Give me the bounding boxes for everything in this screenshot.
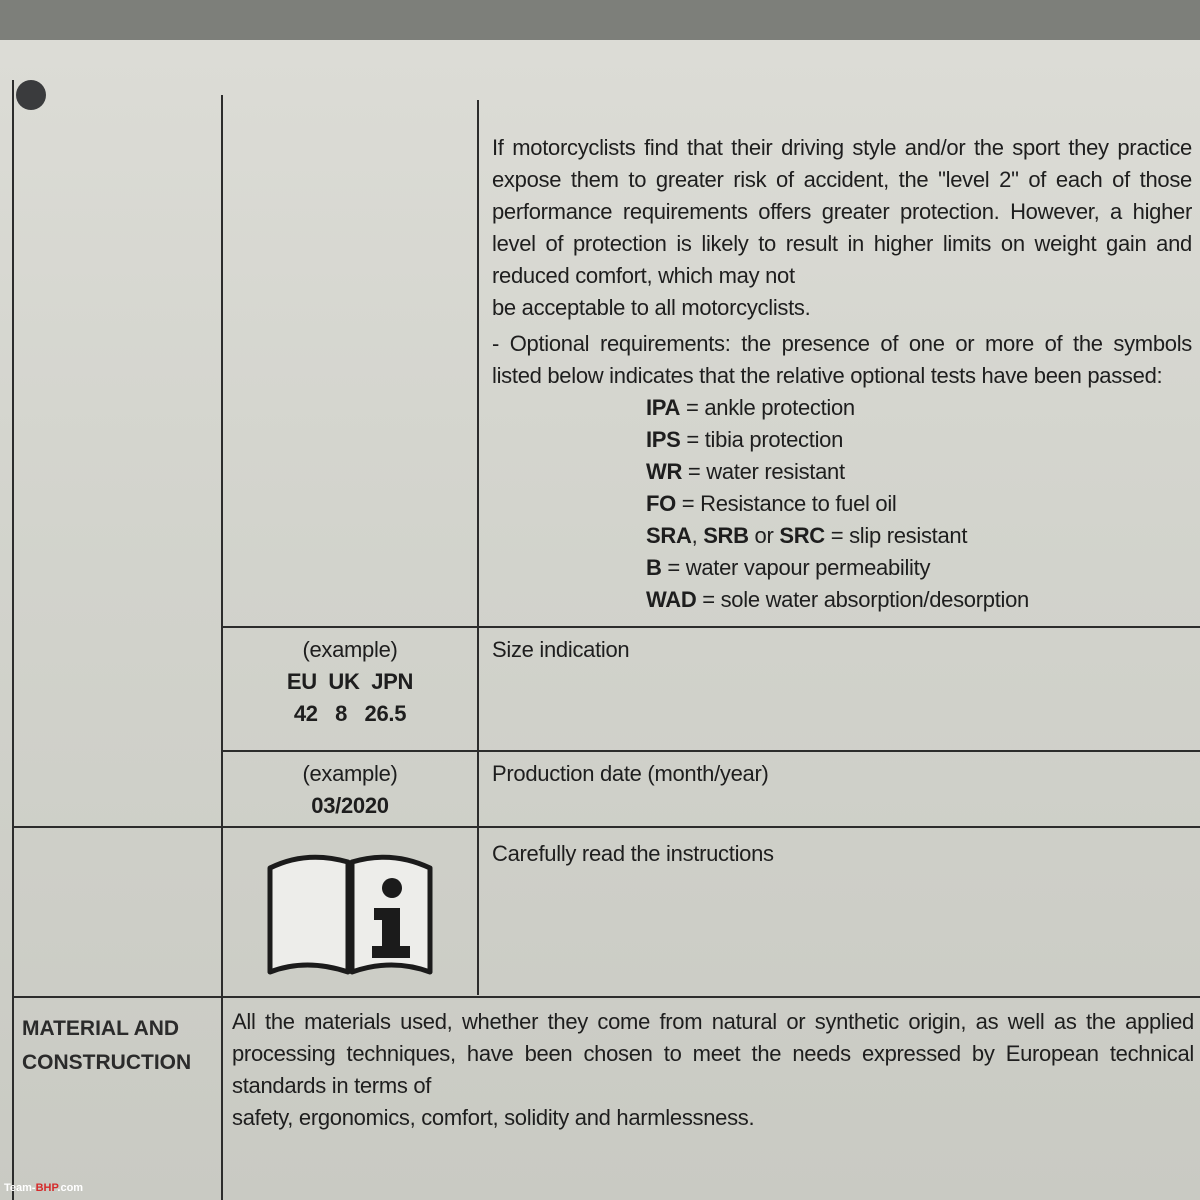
optional-requirements-intro [492,328,1192,392]
table-row-divider [221,626,1200,628]
material-text: All the materials used, whether they come from natural or synthetic origin, as well as the applied processing techniques, have been chosen to meet the needs expressed by European technical standards in terms of [232,1009,1194,1098]
example-label: (example) [302,761,398,786]
table-row-divider [12,996,1200,998]
material-paragraph [232,1006,1194,1134]
size-headers: EU UK JPN [286,669,414,694]
symbol-list [646,392,1186,616]
document-page [0,40,1200,1200]
symbol-item: IPS = tibia protection [646,427,844,452]
example-label: (example) [302,637,398,662]
instructions-description: Carefully read the instructions [492,841,774,866]
size-values: 42 8 26.5 [293,701,407,726]
date-example-cell [223,758,477,822]
table-divider-col2 [477,100,479,995]
symbol-item: IPA = ankle protection [646,395,855,420]
performance-paragraph [492,132,1192,324]
table-row-divider [221,750,1200,752]
watermark: Team-BHP.com [4,1182,84,1194]
symbol-item: WAD = sole water absorption/desorption [646,587,1029,612]
size-example-cell [223,634,477,730]
material-text-last: safety, ergonomics, comfort, solidity and harmlessness. [232,1105,755,1130]
size-description: Size indication [492,637,630,662]
symbol-item: B = water vapour permeability [646,555,931,580]
symbol-item: SRA, SRB or SRC = slip resistant [646,523,968,548]
symbol-item: FO = Resistance to fuel oil [646,491,897,516]
material-label-line1: MATERIAL AND [22,1017,180,1040]
symbol-item: WR = water resistant [646,459,845,484]
material-label [22,1012,191,1080]
date-description: Production date (month/year) [492,761,769,786]
table-row-divider [12,826,1200,828]
performance-text: If motorcyclists find that their driving style and/or the sport they practice expose them to greater risk of accident, the "level 2" of each of those performance requirements offers greater protection. However, a higher level of protection is likely to result in higher limits on weight gain and reduced comfort, which may not [492,135,1192,288]
optional-intro-text: - Optional requirements: the presence of one or more of the symbols listed below indicates that the relative optional tests have been passed: [492,331,1192,388]
performance-text-last: be acceptable to all motorcyclists. [492,295,811,320]
table-border-left [12,80,14,1200]
date-value: 03/2020 [311,793,389,818]
punch-hole [16,80,46,110]
material-label-line2: CONSTRUCTION [22,1051,192,1074]
read-instructions-book-icon [266,848,434,981]
